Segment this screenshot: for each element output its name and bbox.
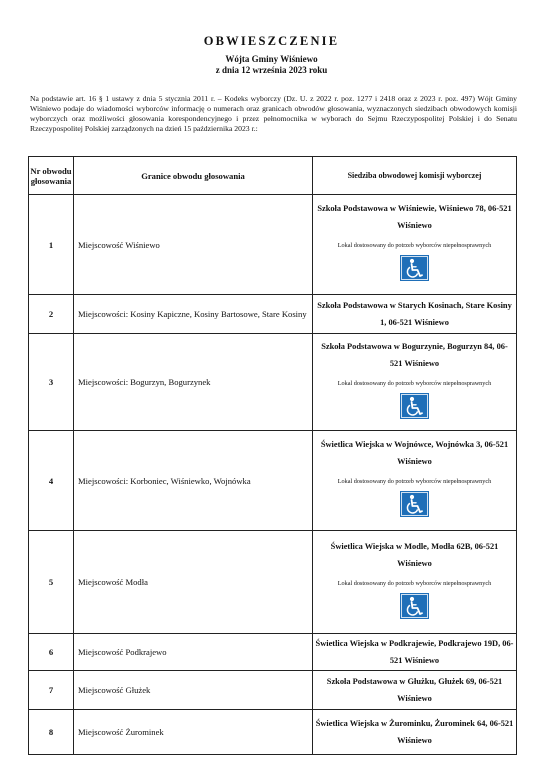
commission-seat-address: Świetlica Wiejska w Żurominku, Żurominek 64, 06-521 Wiśniewo: [315, 719, 514, 745]
table-row: [29, 671, 517, 710]
issuer: Wójta Gminy Wiśniewo: [225, 54, 318, 64]
district-number: 2: [29, 295, 74, 334]
district-boundaries: Miejscowości: Kosiny Kapiczne, Kosiny Bartosowe, Stare Kosiny: [74, 295, 313, 334]
district-boundaries: Miejscowość Podkrajewo: [74, 634, 313, 671]
commission-seat-address: Szkoła Podstawowa w Bogurzynie, Bogurzyn 84, 06-521 Wiśniewo: [321, 341, 508, 368]
district-number: 6: [29, 634, 74, 671]
table-row: [29, 334, 517, 431]
wheelchair-accessibility-icon: [400, 393, 429, 419]
header-boundaries: Granice obwodu głosowania: [74, 157, 313, 195]
issuer-block: [0, 54, 543, 75]
table-row: [29, 195, 517, 295]
commission-seat-cell: [313, 634, 517, 671]
district-number: 5: [29, 531, 74, 634]
accessibility-note: Lokal dostosowany do potrzeb wyborców niepełnosprawnych: [337, 242, 492, 249]
commission-seat-cell: [313, 531, 517, 634]
district-boundaries: Miejscowość Żurominek: [74, 710, 313, 755]
district-number: 8: [29, 710, 74, 755]
accessibility-note: Lokal dostosowany do potrzeb wyborców niepełnosprawnych: [337, 579, 492, 587]
intro-paragraph: Na podstawie art. 16 § 1 ustawy z dnia 5 stycznia 2011 r. – Kodeks wyborczy (Dz. U. z 2022 r. poz. 1277 i 2418 oraz z 2023 r. poz. 497) Wójt Gminy Wiśniewo podaje do wiadomości wyborców informację o numerach oraz granicach obwodów głosowania, wyznaczonych siedzibach obwodowych komisji wyborczych oraz możliwości głosowania korespondencyjnego i przez pełnomocnika w wyborach do Sejmu Rzeczypospolitej Polskiej i do Senatu Rzeczypospolitej Polskiej zarządzonych na dzień 15 października 2023 r.:: [30, 94, 517, 133]
commission-seat-address: Świetlica Wiejska w Wojnówce, Wojnówka 3, 06-521 Wiśniewo: [320, 440, 509, 466]
commission-seat-cell: [313, 671, 517, 710]
wheelchair-accessibility-icon: [400, 491, 429, 517]
district-number: 7: [29, 671, 74, 710]
polling-districts-table: [28, 156, 517, 755]
commission-seat-address: Świetlica Wiejska w Modle, Modła 62B, 06-521 Wiśniewo: [330, 541, 499, 568]
table-row: [29, 634, 517, 671]
commission-seat-cell: [313, 431, 517, 531]
issue-date: z dnia 12 września 2023 roku: [215, 64, 328, 75]
table-row: [29, 710, 517, 755]
page-title: OBWIESZCZENIE: [203, 34, 340, 48]
district-boundaries: Miejscowość Wiśniewo: [74, 195, 313, 295]
district-boundaries: Miejscowości: Bogurzyn, Bogurzynek: [74, 334, 313, 431]
commission-seat-cell: [313, 334, 517, 431]
commission-seat-address: Szkoła Podstawowa w Starych Kosinach, Stare Kosiny 1, 06-521 Wiśniewo: [317, 301, 512, 327]
district-boundaries: Miejscowość Modła: [74, 531, 313, 634]
district-number: 3: [29, 334, 74, 431]
accessibility-note: Lokal dostosowany do potrzeb wyborców niepełnosprawnych: [337, 478, 492, 485]
wheelchair-accessibility-icon: [400, 255, 429, 281]
commission-seat-cell: [313, 295, 517, 334]
accessibility-note: Lokal dostosowany do potrzeb wyborców niepełnosprawnych: [337, 379, 492, 387]
table-row: [29, 295, 517, 334]
district-number: 1: [29, 195, 74, 295]
commission-seat-address: Szkoła Podstawowa w Wiśniewie, Wiśniewo 78, 06-521 Wiśniewo: [317, 204, 512, 230]
table-body: [29, 195, 517, 755]
header-seat: Siedziba obwodowej komisji wyborczej: [313, 157, 517, 195]
district-number: 4: [29, 431, 74, 531]
commission-seat-address: Świetlica Wiejska w Podkrajewie, Podkrajewo 19D, 06-521 Wiśniewo: [315, 639, 514, 665]
table-row: [29, 531, 517, 634]
table-row: [29, 431, 517, 531]
commission-seat-address: Szkoła Podstawowa w Głużku, Głużek 69, 06-521 Wiśniewo: [326, 677, 503, 703]
district-boundaries: Miejscowość Głużek: [74, 671, 313, 710]
commission-seat-cell: [313, 195, 517, 295]
header-number: Nr obwodu głosowania: [29, 157, 74, 195]
district-boundaries: Miejscowości: Korboniec, Wiśniewko, Wojnówka: [74, 431, 313, 531]
table-header-row: [29, 157, 517, 195]
wheelchair-accessibility-icon: [400, 593, 429, 619]
commission-seat-cell: [313, 710, 517, 755]
